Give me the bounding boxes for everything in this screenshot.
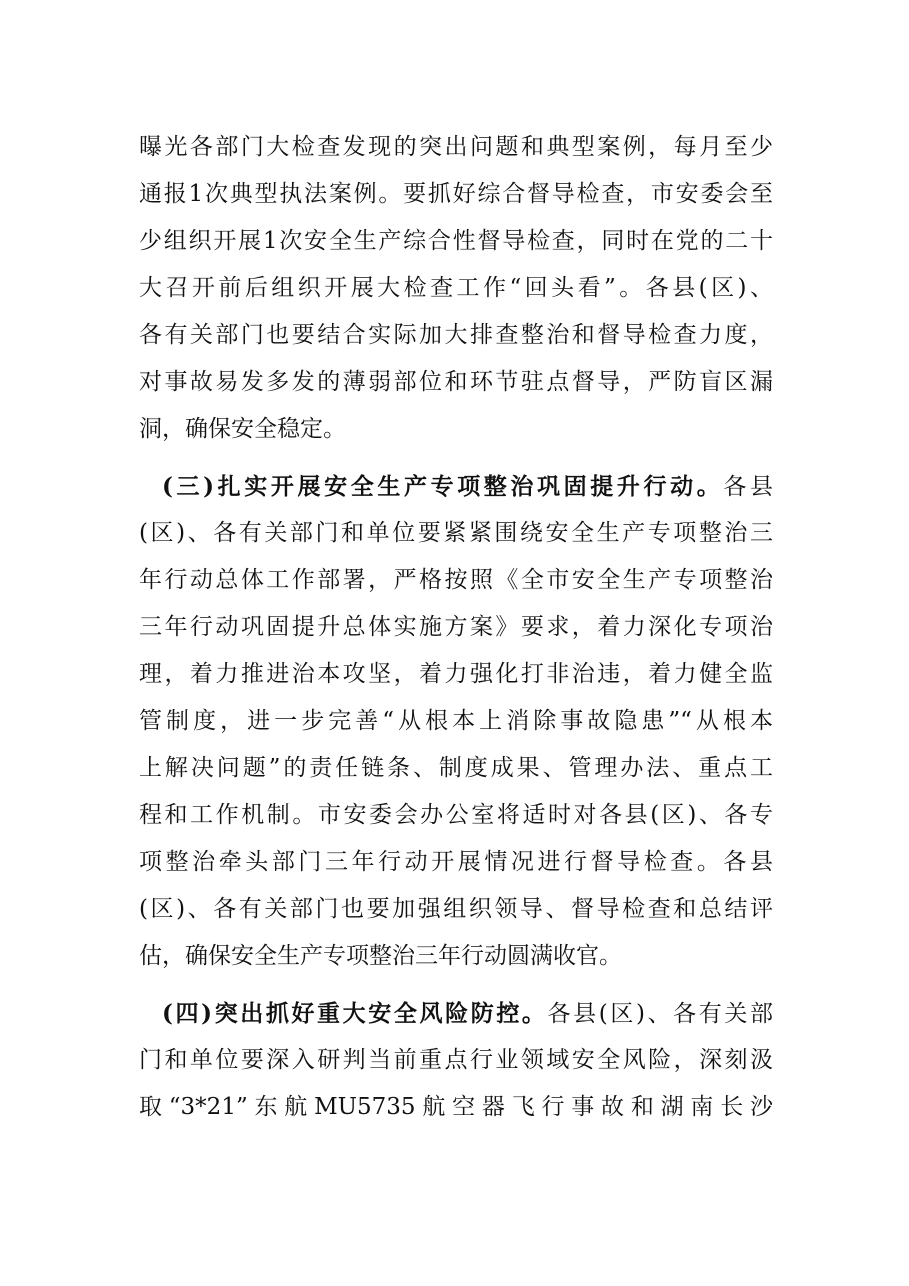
text-line: 理，着力推进治本攻坚，着力强化打非治违，着力健全监 — [139, 661, 773, 687]
text-line: 程和工作机制。市安委会办公室将适时对各县(区)、各专 — [139, 802, 773, 828]
text-line-first — [139, 990, 773, 1037]
document-body — [139, 124, 773, 1131]
text-line: 曝光各部门大检查发现的突出问题和典型案例，每月至少 — [139, 134, 773, 160]
text-line: 年行动总体工作部署，严格按照《全市安全生产专项整治 — [139, 567, 773, 593]
text-line: 上解决问题”的责任链条、制度成果、管理办法、重点工 — [139, 755, 773, 781]
text-line: 三年行动巩固提升总体实施方案》要求，着力深化专项治 — [139, 614, 773, 640]
paragraph-1 — [139, 124, 773, 453]
text-run: 各县 — [723, 474, 774, 500]
section-heading: (四)突出抓好重大安全风险防控。 — [162, 1000, 548, 1027]
paragraph-gap — [139, 980, 773, 990]
paragraph-2 — [139, 463, 773, 980]
text-line: 通报1次典型执法案例。要抓好综合督导检查，市安委会至 — [139, 181, 773, 207]
paragraph-3 — [139, 990, 773, 1131]
text-line: 大召开前后组织开展大检查工作“回头看”。各县(区)、 — [139, 275, 773, 301]
text-line-first — [139, 463, 773, 510]
text-line: 管制度，进一步完善“从根本上消除事故隐患”“从根本 — [139, 708, 773, 734]
text-line: 洞，确保安全稳定。 — [139, 416, 346, 442]
text-line: (区)、各有关部门和单位要紧紧围绕安全生产专项整治三 — [139, 520, 773, 546]
text-run: 各县(区)、各有关部 — [547, 1001, 773, 1027]
text-line: (区)、各有关部门也要加强组织领导、督导检查和总结评 — [139, 896, 773, 922]
text-line: 各有关部门也要结合实际加大排查整治和督导检查力度， — [139, 322, 773, 348]
paragraph-gap — [139, 453, 773, 463]
text-line: 项整治牵头部门三年行动开展情况进行督导检查。各县 — [139, 849, 773, 875]
section-heading: (三)扎实开展安全生产专项整治巩固提升行动。 — [162, 473, 724, 500]
text-line: 估，确保安全生产专项整治三年行动圆满收官。 — [139, 943, 622, 969]
text-line: 取“3*21”东航MU5735航空器飞行事故和湖南长沙 — [139, 1094, 773, 1120]
text-line: 门和单位要深入研判当前重点行业领域安全风险，深刻汲 — [139, 1047, 773, 1073]
text-line: 少组织开展1次安全生产综合性督导检查，同时在党的二十 — [139, 228, 773, 254]
text-line: 对事故易发多发的薄弱部位和环节驻点督导，严防盲区漏 — [139, 369, 773, 395]
